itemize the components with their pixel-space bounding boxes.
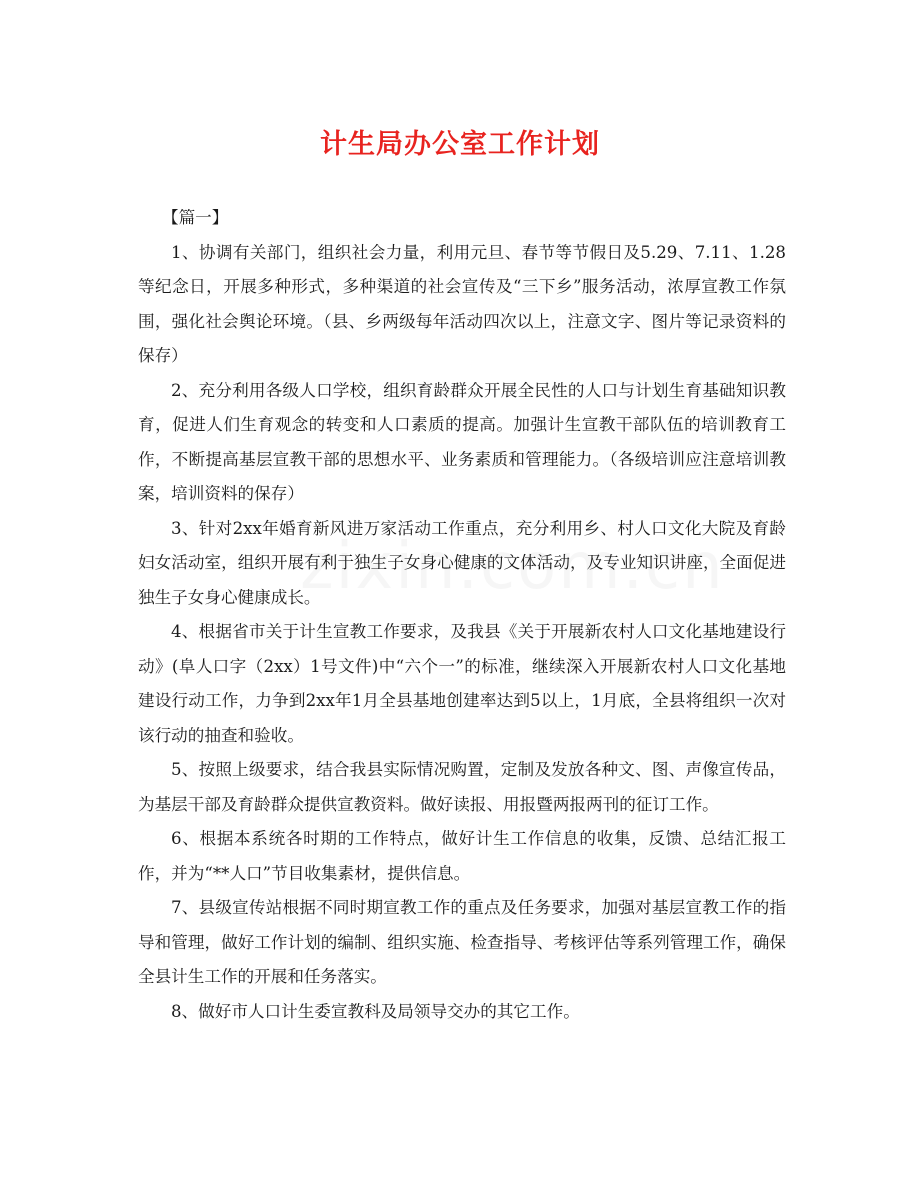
paragraph-1: 1、协调有关部门，组织社会力量，利用元旦、春节等节假日及5.29、7.11、1.28等纪念日，开展多种形式，多种渠道的社会宣传及“三下乡”服务活动，浓厚宣教工作氛围，强化社会舆论环境。（县、乡两级每年活动四次以上，注意文字、图片等记录资料的保存） — [138, 242, 786, 365]
paragraph-8: 8、做好市人口计生委宣教科及局领导交办的其它工作。 — [171, 1001, 580, 1021]
section-heading: 【篇一】 — [162, 208, 229, 227]
document-title: 计生局办公室工作计划 — [320, 129, 600, 160]
paragraph-4: 4、根据省市关于计生宣教工作要求，及我县《关于开展新农村人口文化基地建设行动》(阜人口字（2xx）1号文件)中“六个一”的标准，继续深入开展新农村人口文化基地建设行动工作，力争到2xx年1月全县基地创建率达到5以上，1月底，全县将组织一次对该行动的抽查和验收。 — [138, 622, 786, 745]
paragraph-7: 7、县级宣传站根据不同时期宣教工作的重点及任务要求，加强对基层宣教工作的指导和管理，做好工作计划的编制、组织实施、检查指导、考核评估等系列管理工作，确保全县计生工作的开展和任务落实。 — [138, 898, 786, 986]
paragraph-6: 6、根据本系统各时期的工作特点，做好计生工作信息的收集，反馈、总结汇报工作，并为“**人口”节目收集素材，提供信息。 — [138, 829, 786, 883]
document-body — [138, 201, 786, 1029]
paragraph-3: 3、针对2xx年婚育新风进万家活动工作重点，充分利用乡、村人口文化大院及育龄妇女活动室，组织开展有利于独生子女身心健康的文体活动，及专业知识讲座，全面促进独生子女身心健康成长。 — [138, 518, 786, 607]
paragraph-2: 2、充分利用各级人口学校，组织育龄群众开展全民性的人口与计划生育基础知识教育，促进人们生育观念的转变和人口素质的提高。加强计生宣教干部队伍的培训教育工作，不断提高基层宣教干部的思想水平、业务素质和管理能力。（各级培训应注意培训教案，培训资料的保存） — [138, 380, 786, 503]
paragraph-5: 5、按照上级要求，结合我县实际情况购置，定制及发放各种文、图、声像宣传品，为基层干部及育龄群众提供宣教资料。做好读报、用报暨两报两刊的征订工作。 — [138, 760, 786, 814]
